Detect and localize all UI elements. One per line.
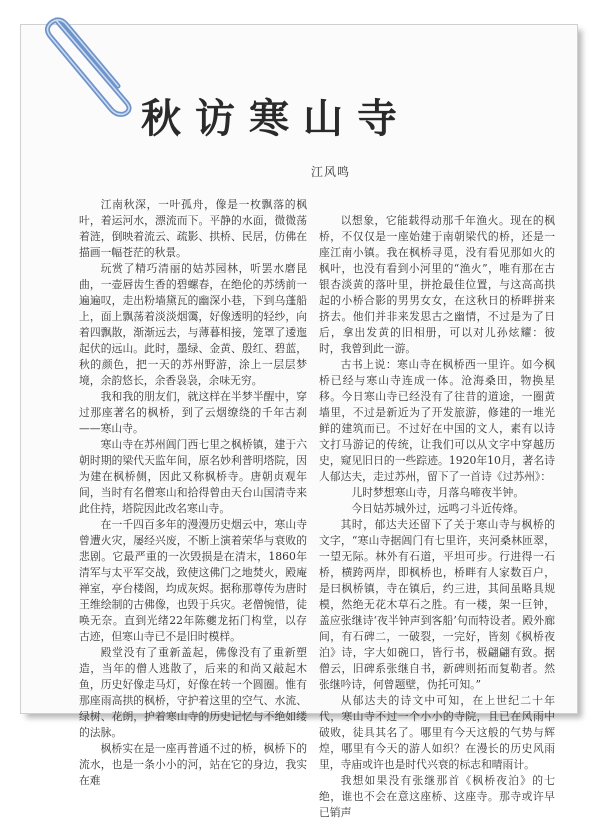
paragraph: 其时，郁达夫还留下了关于寒山寺与枫桥的文字，“寒山寺据阊门有七里许，夹河桑林匝翠，一望无际。林外有石道，平坦可步。行进得一石桥，横跨两岸，即枫桥也，桥畔有人家数百户，是曰枫桥镇，寺在镇后，约三进，其间虽略具规模，然绝无花木草石之胜。有一楼，架一巨钟，盖应张继诗‘夜半钟声到客船’句而特设者。殿外廊间，有石碑二，一破裂，一完好，皆刻《枫桥夜泊》诗，字大如碗口，皆行书，极翩翩有致。据僧云，旧碑系张继自书，新碑则拓而复勒者。然张继吟诗，何曾题壁，伪托可知。” bbox=[319, 518, 555, 691]
magazine-page bbox=[20, 24, 578, 819]
paragraph: 江南秋深，一叶孤舟，像是一枚飘落的枫叶，着运河水，漂流而下。平静的水面，微微荡着涟，倒映着流云、疏影、拱桥、民居，仿佛在描画一幅苍茫的秋景。 bbox=[79, 198, 307, 259]
paragraph: 在一千四百多年的漫漫历史烟云中，寒山寺曾遭火灾，屡经兴废，不断上演着荣华与衰败的悲剧。它最严重的一次毁损是在清末，1860年清军与太平军交战，致使这佛门之地焚火，殿庵禅室，亭台楼阁，均成灰烬。据称那尊传为唐时王维绘制的古佛像，也毁于兵灾。老僧惋惜，徒唤无奈。直到光绪22年陈夔龙拓门构堂，以存古迹，但寒山寺已不是旧时模样。 bbox=[79, 518, 307, 643]
poem-line: 儿时梦想寒山寺，月落乌啼夜半钟。 bbox=[351, 486, 525, 499]
article-title: 秋访寒山寺 bbox=[141, 95, 411, 142]
paragraph: 玩赏了精巧清丽的姑苏园林，听罢水磨昆曲，一壶唇齿生香的碧螺春，在绝伦的苏绣前一遍遍叹，走出粉墙黛瓦的幽深小巷，下到乌蓬船上，面上飘荡着淡淡烟霭，好像透明的轻纱，向着四飘散，渐渐远去，与薄暮相接，笼罩了逶迤起伏的远山。此时，墨绿、金黄、殷红、碧蓝，秋的颜色，把一天的苏州野游，涂上一层层梦境，余韵悠长，余香袅袅，余味无穷。 bbox=[79, 262, 307, 387]
paperclip-icon bbox=[36, 6, 146, 116]
paragraph: 我和我的朋友们，就这样在半梦半醒中，穿过那座著名的枫桥，到了云烟缭绕的千年古刹——寒山寺。 bbox=[79, 390, 307, 435]
paragraph: 古书上说：寒山寺在枫桥西一里许。如今枫桥已经与寒山寺连成一体。沧海桑田，物换星移。今日寒山寺已经没有了往昔的道途，一圈黄墙里，不过是新近为了开发旅游，修建的一堆光鲜的建筑而已。不过好在中国的文人，素有以诗文打马游记的传统，让我们可以从文字中穿越历史，窥见旧日的一些踪迹。1920年10月，著名诗人郁达夫，走过苏州，留下了一首诗《过苏州》： bbox=[319, 358, 555, 483]
paragraph: 从郁达夫的诗文中可知，在上世纪二十年代，寒山寺不过一个小小的寺院，且已在风雨中破败，徒具其名了。哪里有今天这般的气势与辉煌，哪里有今天的游人如织？在漫长的历史风雨里，寺庙或许也是时代兴衰的标志和晴雨计。 bbox=[319, 694, 555, 771]
poem-line: 今日姑苏城外过，远鸣刁斗近传烽。 bbox=[351, 502, 525, 515]
paragraph: 寒山寺在苏州阊门西七里之枫桥镇，建于六朝时期的梁代天监年间，原名妙利普明塔院，因为建在枫桥侧，因此又称枫桥寺。唐朝贞观年间，当时有名僧寒山和拾得曾由天台山国清寺来此住持，塔院因此改名寒山寺。 bbox=[79, 438, 307, 515]
paragraph: 以想象，它能载得动那千年渔火。现在的枫桥，不仅仅是一座始建于南朝梁代的桥，还是一座江南小镇。我在枫桥寻觅，没有看见那如火的枫叶，也没有看到小河里的“渔火”，唯有那在古银杏淡黄的落叶里，拼抢最佳位置，与这高高拱起的小桥合影的男男女女，在这秋日的桥畔拼来挤去。他们并非来发思古之幽情，不过是为了日后，拿出发黄的旧相册，可以对儿孙炫耀：彼时，我曾到此一游。 bbox=[319, 214, 555, 355]
paragraph: 我想如果没有张继那首《枫桥夜泊》的七绝，谁也不会在意这座桥、这座寺。那寺或许早已销声 bbox=[319, 774, 555, 819]
left-text-column bbox=[79, 197, 307, 787]
article-author: 江风鸣 bbox=[311, 165, 351, 179]
right-text-column bbox=[319, 213, 555, 819]
paragraph: 枫桥实在是一座再普通不过的桥，枫桥下的流水，也是一条小小的河，站在它的身边，我实在难 bbox=[79, 742, 307, 787]
paragraph: 殿堂没有了重新盖起，佛像没有了重新塑造，当年的僧人逃散了，后来的和尚又敲起木鱼，历史好像走马灯，好像在转一个圆圈。惟有那座雨高拱的枫桥，守护着这里的空气、水流、绿树、花朗，护着寒山寺的历史记忆与不绝如缕的法脉。 bbox=[79, 646, 307, 739]
